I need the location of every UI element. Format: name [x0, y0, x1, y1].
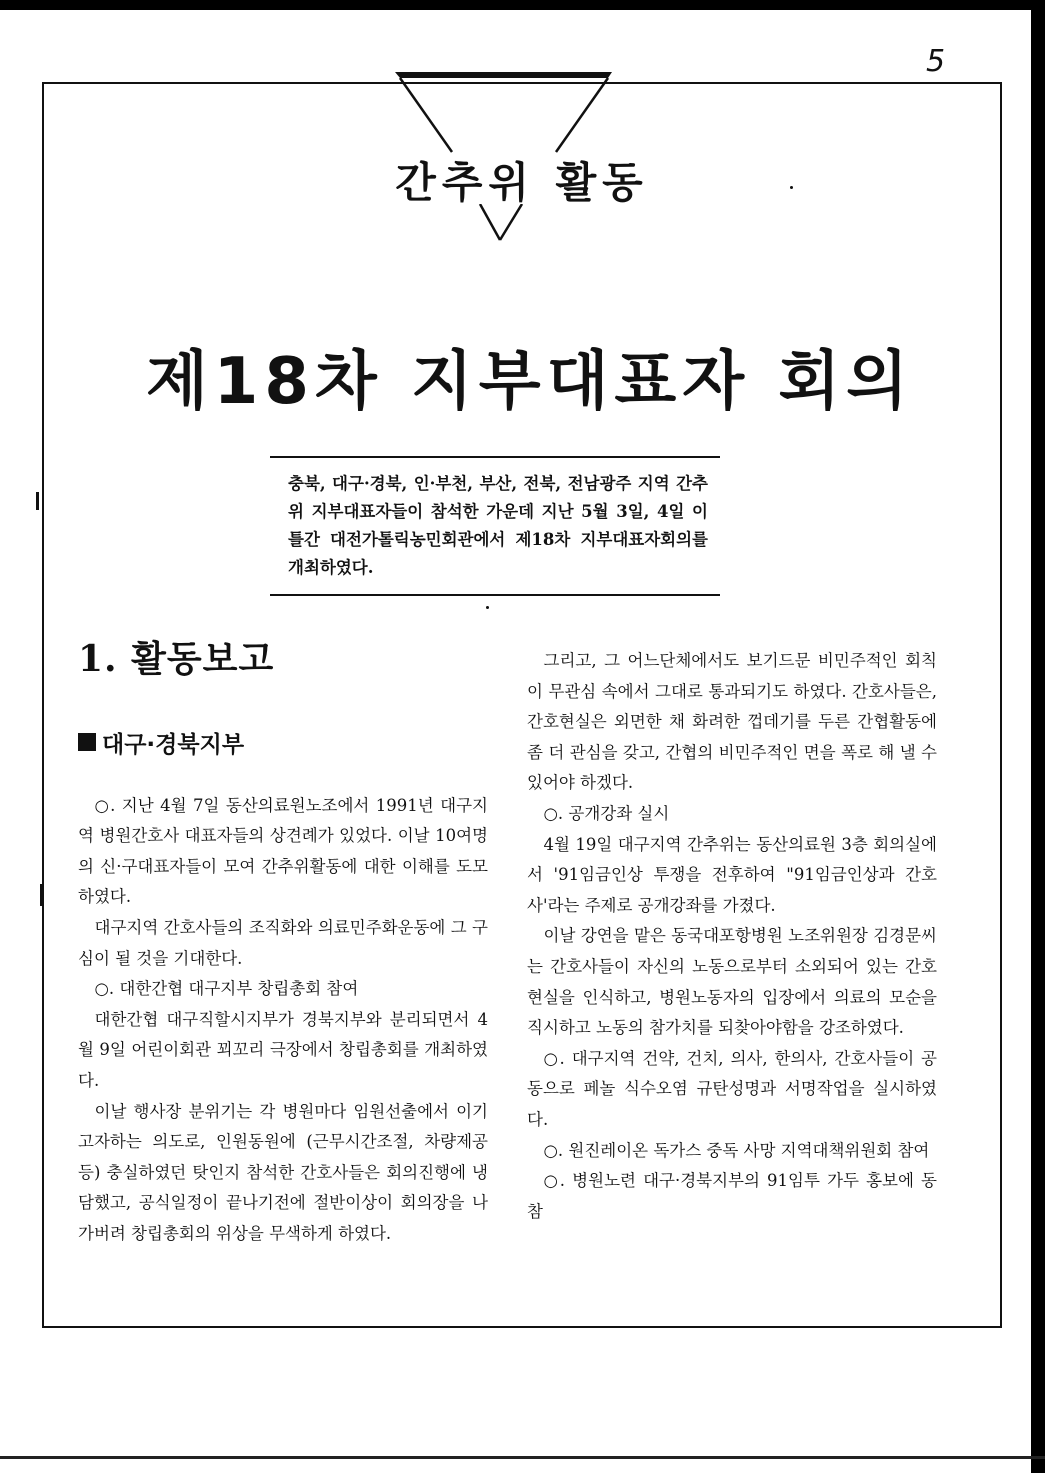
scan-dot — [790, 186, 793, 189]
summary-text: 충북, 대구·경북, 인·부천, 부산, 전북, 전남광주 지역 간추위 지부대표자들이 참석한 가운데 지난 5월 3일, 4일 이틀간 대전가톨릭농민회관에서 제18차 지부대표자회의를 개최하였다. — [288, 474, 708, 577]
main-title: 제18차 지부대표자 회의 — [145, 345, 915, 419]
paragraph: 4월 19일 대구지역 간추위는 동산의료원 3층 회의실에서 '91임금인상 투쟁을 전후하여 "91임금인상과 간호사'라는 주제로 공개강좌를 가졌다. — [527, 834, 937, 915]
summary-box — [270, 456, 720, 596]
paragraph: 이날 강연을 맡은 동국대포항병원 노조위원장 김경문씨는 간호사들이 자신의 노동으로부터 소외되어 있는 간호현실을 인식하고, 병원노동자의 입장에서 의료의 모순을 직시하고 노동의 참가치를 되찾아야함을 강조하였다. — [527, 926, 937, 1038]
paragraph: ○. 원진레이온 독가스 중독 사망 지역대책위원회 참여 — [543, 1140, 930, 1160]
right-column — [527, 646, 937, 1227]
subsection-heading — [78, 726, 488, 759]
paragraph: ○. 대한간협 대구지부 창립총회 참여 — [94, 979, 359, 999]
paragraph: ○. 지난 4월 7일 동산의료원노조에서 1991년 대구지역 병원간호사 대표자들의 상견례가 있었다. 이날 10여명의 신·구대표자들이 모여 간추위활동에 대한 이해를 도모하였다. — [78, 795, 488, 907]
right-scan-border — [1031, 0, 1045, 1473]
page-number: 5 — [926, 44, 946, 79]
left-column — [78, 640, 488, 1250]
paragraph: ○. 대구지역 건약, 건치, 의사, 한의사, 간호사들이 공동으로 페놀 식수오염 규탄성명과 서명작업을 실시하였다. — [527, 1048, 937, 1129]
top-scan-border — [0, 0, 1045, 10]
subsection-heading-text: 대구·경북지부 — [102, 731, 245, 758]
section-label: 간추위 활동 — [330, 162, 714, 204]
paragraph: 이날 행사장 분위기는 각 병원마다 임원선출에서 이기고자하는 의도로, 인원동원에 (근무시간조절, 차량제공 등) 충실하였던 탓인지 참석한 간호사들은 회의진행에 냉담했고, 공식일정이 끝나기전에 절반이상이 회의장을 나가버려 창립총회의 위상을 무색하게 하였다. — [78, 1101, 488, 1243]
scan-mark-1 — [36, 492, 39, 510]
paragraph: 대구지역 간호사들의 조직화와 의료민주화운동에 그 구심이 될 것을 기대한다. — [78, 917, 488, 968]
bottom-scan-border — [0, 1456, 1045, 1459]
square-bullet-icon — [78, 733, 96, 751]
paragraph: ○. 병원노련 대구·경북지부의 91임투 가두 홍보에 동참 — [527, 1171, 937, 1221]
section-heading: 1. 활동보고 — [78, 638, 275, 680]
paragraph: 그리고, 그 어느단체에서도 보기드문 비민주적인 회칙이 무관심 속에서 그대로 통과되기도 하였다. 간호사들은, 간호현실은 외면한 채 화려한 껍데기를 두른 간협활동에 좀 더 관심을 갖고, 간협의 비민주적인 면을 폭로 해 낼 수 있어야 하겠다. — [527, 651, 937, 793]
paragraph: 대한간협 대구직할시지부가 경북지부와 분리되면서 4월 9일 어린이회관 꾀꼬리 극장에서 창립총회를 개최하였다. — [78, 1009, 488, 1090]
scan-dot — [486, 606, 489, 609]
paragraph: ○. 공개강좌 실시 — [543, 803, 670, 823]
